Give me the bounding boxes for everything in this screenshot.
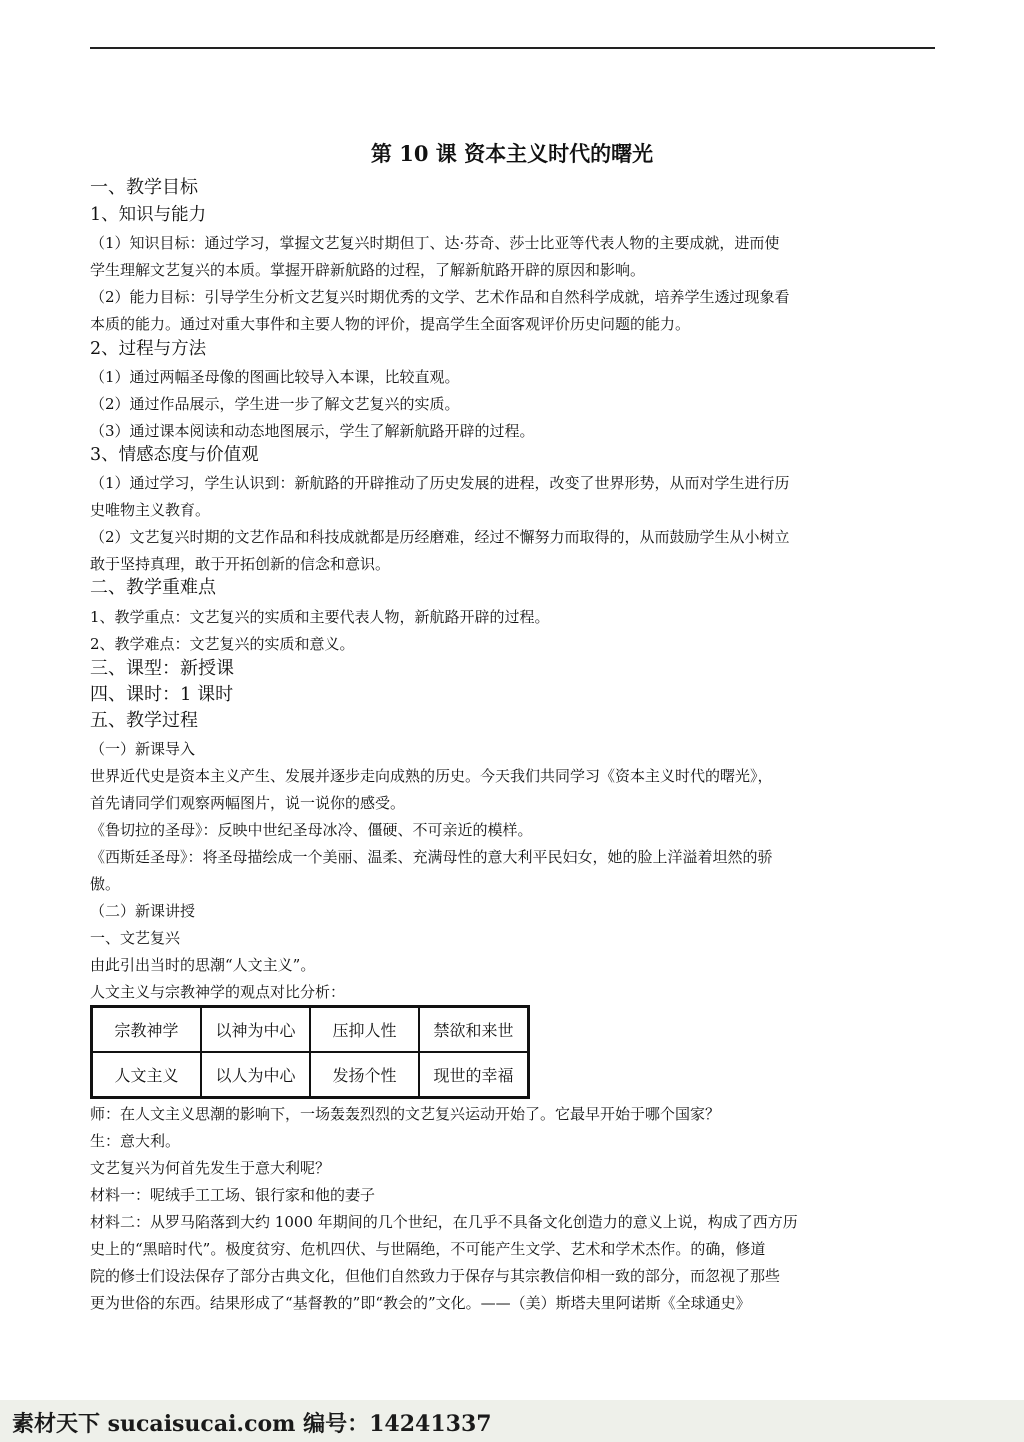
table-cell: 人文主义 — [92, 1052, 202, 1098]
subsection-heading: 1、知识与能力 — [90, 205, 207, 225]
paragraph-line: 史唯物主义教育。 — [90, 501, 211, 519]
paragraph-line: 本质的能力。通过对重大事件和主要人物的评价，提高学生全面客观评价历史问题的能力。 — [90, 315, 691, 333]
table-cell: 现世的幸福 — [419, 1052, 529, 1098]
section-heading: 五、教学过程 — [90, 710, 198, 731]
section-heading: 一、教学目标 — [90, 177, 198, 198]
paragraph-line: （1）通过两幅圣母像的图画比较导入本课，比较直观。 — [90, 368, 460, 386]
paragraph-line: 更为世俗的东西。结果形成了“基督教的”即“教会的”文化。——（美）斯塔夫里阿诺斯《全球通史》 — [90, 1294, 751, 1312]
paragraph-line: 文艺复兴为何首先发生于意大利呢？ — [90, 1159, 331, 1177]
section-heading: 四、课时：1 课时 — [90, 684, 234, 705]
paragraph-line: 《鲁切拉的圣母》：反映中世纪圣母冰冷、僵硬、不可亲近的模样。 — [90, 821, 533, 839]
table-cell: 以人为中心 — [201, 1052, 310, 1098]
paragraph-line: 生：意大利。 — [90, 1132, 181, 1150]
table-cell: 宗教神学 — [92, 1007, 202, 1053]
paragraph-line: （1）知识目标：通过学习，掌握文艺复兴时期但丁、达·芬奇、莎士比亚等代表人物的主要成就，进而使 — [90, 234, 780, 252]
paragraph-line: 院的修士们设法保存了部分古典文化，但他们自然致力于保存与其宗教信仰相一致的部分，而忽视了那些 — [90, 1267, 781, 1285]
page-title: 第 10 课 资本主义时代的曙光 — [370, 141, 654, 166]
header-rule — [90, 47, 935, 49]
subsection-heading: 3、情感态度与价值观 — [90, 445, 259, 465]
watermark-bar — [0, 1400, 1024, 1442]
comparison-table — [90, 1005, 530, 1099]
table-cell: 发扬个性 — [310, 1052, 419, 1098]
section-heading: 三、课型：新授课 — [90, 658, 234, 679]
paragraph-line: 一、文艺复兴 — [90, 929, 181, 947]
paragraph-line: 1、教学重点：文艺复兴的实质和主要代表人物，新航路开辟的过程。 — [90, 608, 550, 626]
paragraph-line: （2）文艺复兴时期的文艺作品和科技成就都是历经磨难，经过不懈努力而取得的，从而鼓励学生从小树立 — [90, 528, 790, 546]
paragraph-line: 世界近代史是资本主义产生、发展并逐步走向成熟的历史。今天我们共同学习《资本主义时代的曙光》， — [90, 767, 773, 785]
paragraph-line: 师：在人文主义思潮的影响下，一场轰轰烈烈的文艺复兴运动开始了。它最早开始于哪个国家？ — [90, 1105, 721, 1123]
paragraph-line: （1）通过学习，学生认识到：新航路的开辟推动了历史发展的进程，改变了世界形势，从而对学生进行历 — [90, 474, 790, 492]
subsection-heading: 2、过程与方法 — [90, 339, 207, 359]
paragraph-line: 人文主义与宗教神学的观点对比分析： — [90, 983, 346, 1001]
table-cell: 禁欲和来世 — [419, 1007, 529, 1053]
paragraph-line: 史上的“黑暗时代”。极度贫穷、危机四伏、与世隔绝，不可能产生文学、艺术和学术杰作。的确，修道 — [90, 1240, 766, 1258]
paragraph-line: 由此引出当时的思潮“人文主义”。 — [90, 956, 316, 974]
paragraph-line: （3）通过课本阅读和动态地图展示，学生了解新航路开辟的过程。 — [90, 422, 535, 440]
table-row — [92, 1007, 529, 1053]
table-cell: 压抑人性 — [310, 1007, 419, 1053]
watermark-text: 素材天下 sucaisucai.com 编号：14241337 — [12, 1411, 492, 1437]
paragraph-line: 首先请同学们观察两幅图片，说一说你的感受。 — [90, 794, 406, 812]
paragraph-line: 材料一：呢绒手工工场、银行家和他的妻子 — [90, 1186, 376, 1204]
paragraph-line: （一）新课导入 — [90, 740, 196, 758]
paragraph-line: 傲。 — [90, 875, 121, 893]
paragraph-line: 敢于坚持真理，敢于开拓创新的信念和意识。 — [90, 555, 391, 573]
paragraph-line: 材料二：从罗马陷落到大约 1000 年期间的几个世纪，在几乎不具备文化创造力的意义上说，构成了西方历 — [90, 1213, 798, 1231]
table-row — [92, 1052, 529, 1098]
table-cell: 以神为中心 — [201, 1007, 310, 1053]
paragraph-line: （二）新课讲授 — [90, 902, 196, 920]
section-heading: 二、教学重难点 — [90, 577, 216, 598]
paragraph-line: 《西斯廷圣母》：将圣母描绘成一个美丽、温柔、充满母性的意大利平民妇女，她的脸上洋溢着坦然的骄 — [90, 848, 773, 866]
paragraph-line: 学生理解文艺复兴的本质。掌握开辟新航路的过程，了解新航路开辟的原因和影响。 — [90, 261, 646, 279]
paragraph-line: （2）通过作品展示，学生进一步了解文艺复兴的实质。 — [90, 395, 460, 413]
paragraph-line: 2、教学难点：文艺复兴的实质和意义。 — [90, 635, 355, 653]
paragraph-line: （2）能力目标：引导学生分析文艺复兴时期优秀的文学、艺术作品和自然科学成就，培养学生透过现象看 — [90, 288, 790, 306]
